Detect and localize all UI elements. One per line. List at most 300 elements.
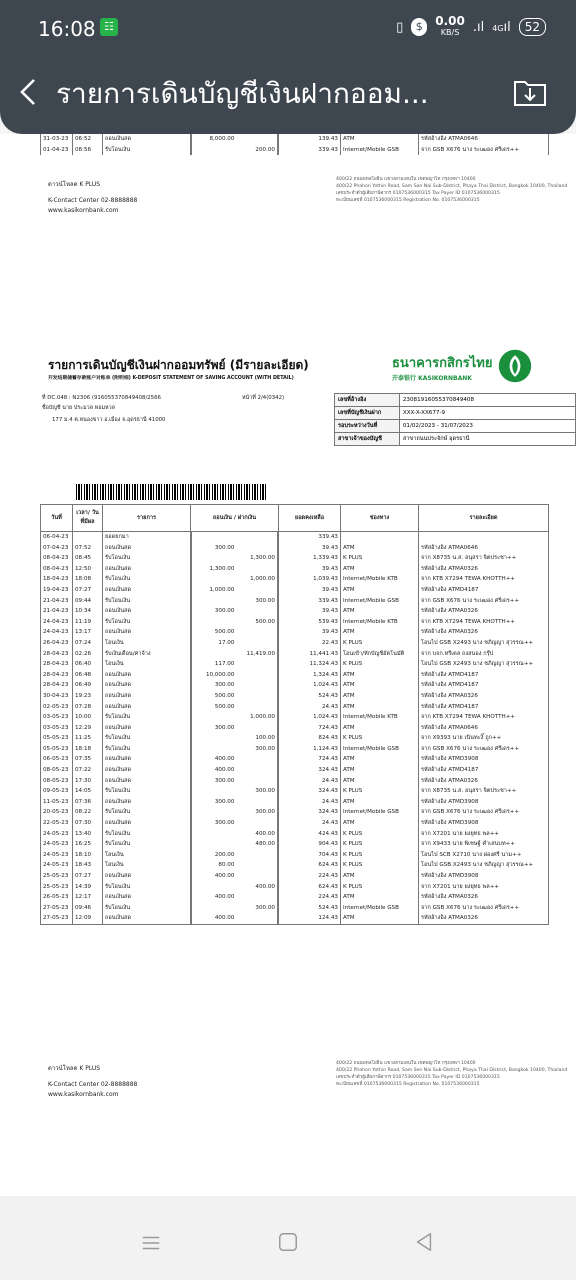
table-row bbox=[41, 829, 549, 840]
withdraw-amount: 300.00 bbox=[214, 544, 235, 551]
withdraw-cell bbox=[191, 617, 278, 628]
balance-cell: 339.43 bbox=[279, 596, 341, 607]
table-row bbox=[41, 712, 549, 723]
type-cell: รับเงินเดือน/ค่าจ้าง bbox=[103, 649, 191, 660]
balance-cell: 24.43 bbox=[279, 702, 341, 713]
withdraw-amount bbox=[192, 807, 236, 818]
deposit-amount: 1,000.00 bbox=[250, 714, 275, 721]
channel-cell: ATM bbox=[341, 723, 419, 734]
reg-line: ทะเบียนเลขที่ 0107536000315 Registration No. 0107536000315 bbox=[336, 1082, 480, 1087]
withdraw-amount: 8,000.00 bbox=[209, 136, 235, 142]
table-row bbox=[41, 723, 549, 734]
footer-top bbox=[48, 180, 137, 216]
time-cell: 08:45 bbox=[73, 553, 103, 564]
table-row bbox=[41, 670, 549, 681]
kbank-logo-icon bbox=[497, 348, 533, 384]
date-cell: 27-05-23 bbox=[41, 913, 73, 924]
withdraw-amount: 1,300.00 bbox=[209, 565, 235, 572]
transaction-table bbox=[40, 504, 549, 925]
address-line: 400/22 Phahon Yothin Road, Sam Sen Nai Sub-District, Phaya Thai District, Bangkok 10400, Thailand bbox=[336, 1068, 568, 1073]
withdraw-amount: 300.00 bbox=[214, 608, 235, 615]
statement-subtitle: 开发结期储蓄存款账户对账单 (附明细) K-DEPOSIT STATEMENT OF SAVING ACCOUNT (WITH DETAIL) bbox=[48, 376, 294, 381]
balance-cell: 39.43 bbox=[279, 606, 341, 617]
type-cell: โอนเงิน bbox=[103, 659, 191, 670]
web-link[interactable]: www.kasikornbank.com bbox=[48, 1091, 119, 1098]
type-cell: ถอนเงินสด bbox=[103, 723, 191, 734]
type-cell: ถอนเงินสด bbox=[103, 765, 191, 776]
deposit-amount bbox=[236, 627, 277, 638]
deposit-amount: 11,419.00 bbox=[246, 650, 275, 657]
date-cell: 07-04-23 bbox=[41, 543, 73, 554]
date-cell: 20-05-23 bbox=[41, 807, 73, 818]
time-cell: 18:43 bbox=[73, 860, 103, 871]
channel-cell: ATM bbox=[341, 691, 419, 702]
detail-cell: จาก GSB X676 นาง ระเฒอง ศรีเดร++ bbox=[419, 744, 549, 755]
barcode bbox=[76, 484, 266, 500]
channel-cell: K PLUS bbox=[341, 786, 419, 797]
time-cell: 18:18 bbox=[73, 744, 103, 755]
type-cell: รับโอนเงิน bbox=[103, 596, 191, 607]
status-bar bbox=[0, 0, 576, 56]
balance-cell: 324.43 bbox=[279, 765, 341, 776]
date-cell: 28-04-23 bbox=[41, 680, 73, 691]
deposit-amount: 300.00 bbox=[255, 597, 275, 604]
detail-cell: โอนไป GSB X2493 นาง ชภิญญา สุวรรณ++ bbox=[419, 860, 549, 871]
withdraw-cell bbox=[191, 818, 278, 829]
withdraw-amount bbox=[192, 649, 236, 660]
date-cell: 01-04-23 bbox=[41, 145, 73, 156]
withdraw-cell bbox=[191, 680, 278, 691]
withdraw-amount: 10,000.00 bbox=[205, 671, 235, 678]
type-cell: โอนเงิน bbox=[103, 850, 191, 861]
time-cell: 06:48 bbox=[73, 670, 103, 681]
withdraw-amount bbox=[192, 145, 236, 156]
detail-cell: จาก X7201 นาย ยงยุทธ พล++ bbox=[419, 829, 549, 840]
detail-cell: จาก GSB X676 นาง ระเฒอง ศรีเดร++ bbox=[419, 807, 549, 818]
deposit-amount bbox=[236, 606, 277, 617]
time-cell: 08:56 bbox=[73, 145, 103, 156]
channel-cell: ATM bbox=[341, 871, 419, 882]
account-address: 177 ม.4 ต.หนองขาว อ.เมือง จ.อุดรธานี 41000 bbox=[52, 417, 166, 423]
date-cell: 18-04-23 bbox=[41, 574, 73, 585]
table-row bbox=[41, 797, 549, 808]
deposit-amount: 1,300.00 bbox=[250, 555, 275, 562]
reg-line: ทะเบียนเลขที่ 0107536000315 Registration No. 0107536000315 bbox=[336, 198, 480, 203]
deposit-amount: 400.00 bbox=[255, 830, 275, 837]
type-cell: ถอนเงินสด bbox=[103, 892, 191, 903]
date-cell: 24-05-23 bbox=[41, 850, 73, 861]
deposit-amount bbox=[236, 892, 277, 903]
channel-cell: ATM bbox=[341, 702, 419, 713]
column-header: วันที่ bbox=[41, 505, 73, 532]
date-cell: 08-05-23 bbox=[41, 776, 73, 787]
date-cell: 06-05-23 bbox=[41, 754, 73, 765]
channel-cell: Internet/Mobile GSB bbox=[341, 807, 419, 818]
channel-cell: Internet/Mobile GSB bbox=[341, 145, 419, 156]
bank-name-en: 开泰银行 KASIKORNBANK bbox=[392, 375, 472, 382]
channel-cell: ATM bbox=[341, 797, 419, 808]
balance-cell: 1,124.43 bbox=[279, 744, 341, 755]
time-cell: 11:19 bbox=[73, 617, 103, 628]
home-nav-icon[interactable] bbox=[277, 1231, 299, 1253]
withdraw-amount bbox=[192, 553, 236, 564]
time-cell: 12:09 bbox=[73, 913, 103, 924]
page-number: หน้าที่ 2/4(0342) bbox=[242, 395, 285, 401]
channel-cell: ATM bbox=[341, 892, 419, 903]
deposit-amount bbox=[236, 564, 277, 575]
date-cell: 30-04-23 bbox=[41, 691, 73, 702]
table-row bbox=[41, 818, 549, 829]
deposit-amount bbox=[236, 585, 277, 596]
detail-cell: โอนไป SCB X2710 นาง ผ่องศรี นาม++ bbox=[419, 850, 549, 861]
withdraw-cell bbox=[191, 903, 278, 914]
detail-cell: รหัสอ้างอิง ATMD4187 bbox=[419, 765, 549, 776]
withdraw-cell bbox=[191, 627, 278, 638]
detail-cell: รหัสอ้างอิง ATMA0326 bbox=[419, 913, 549, 924]
channel-cell: Internet/Mobile KTB bbox=[341, 574, 419, 585]
time-cell: 14:05 bbox=[73, 786, 103, 797]
deposit-amount bbox=[236, 860, 277, 871]
deposit-amount bbox=[236, 659, 277, 670]
withdraw-cell bbox=[191, 776, 278, 787]
withdraw-cell bbox=[191, 744, 278, 755]
prev-page-table bbox=[40, 134, 549, 155]
balance-cell: 224.43 bbox=[279, 892, 341, 903]
type-cell: ถอนเงินสด bbox=[103, 702, 191, 713]
time-cell bbox=[73, 532, 103, 543]
type-cell: รับโอนเงิน bbox=[103, 145, 191, 156]
time-cell: 07:52 bbox=[73, 543, 103, 554]
withdraw-amount bbox=[192, 532, 236, 543]
withdraw-cell bbox=[191, 786, 278, 797]
deposit-amount: 100.00 bbox=[255, 735, 275, 742]
deposit-amount bbox=[236, 691, 277, 702]
statement-title: รายการเดินบัญชีเงินฝากออมทรัพย์ (มีรายละเอียด) bbox=[48, 358, 309, 372]
channel-cell: Internet/Mobile KTB bbox=[341, 712, 419, 723]
address-line: 400/22 ถนนพหลโยธิน แขวงสามเสนใน เขตพญาไท กรุงเทพฯ 10400 bbox=[336, 177, 476, 182]
column-header: เวลา/ วันที่มีผล bbox=[73, 505, 103, 532]
withdraw-cell bbox=[191, 913, 278, 924]
statement-document[interactable] bbox=[0, 134, 576, 1196]
withdraw-amount bbox=[192, 733, 236, 744]
withdraw-cell bbox=[191, 649, 278, 660]
info-row bbox=[335, 433, 576, 446]
withdraw-amount bbox=[192, 712, 236, 723]
contact-text: K-Contact Center 02-8888888 bbox=[48, 1081, 138, 1088]
table-row bbox=[41, 606, 549, 617]
table-row bbox=[41, 596, 549, 607]
withdraw-cell bbox=[191, 871, 278, 882]
system-nav-bar bbox=[0, 1196, 576, 1280]
date-cell: 28-04-23 bbox=[41, 670, 73, 681]
channel-cell: ATM bbox=[341, 765, 419, 776]
balance-cell: 424.43 bbox=[279, 829, 341, 840]
detail-cell: รหัสอ้างอิง ATMA0326 bbox=[419, 606, 549, 617]
detail-cell: โอนไป GSB X2493 นาง ชภิญญา สุวรรณ++ bbox=[419, 659, 549, 670]
date-cell: 08-05-23 bbox=[41, 765, 73, 776]
balance-cell: 39.43 bbox=[279, 543, 341, 554]
withdraw-amount bbox=[192, 617, 236, 628]
balance-cell: 824.43 bbox=[279, 733, 341, 744]
web-link[interactable]: www.kasikornbank.com bbox=[48, 207, 119, 214]
withdraw-amount bbox=[192, 786, 236, 797]
net-speed: 0.00 KB/S bbox=[435, 14, 465, 37]
date-cell: 19-04-23 bbox=[41, 585, 73, 596]
type-cell: ถอนเงินสด bbox=[103, 585, 191, 596]
withdraw-cell bbox=[191, 860, 278, 871]
withdraw-cell bbox=[191, 882, 278, 893]
date-cell: 24-05-23 bbox=[41, 860, 73, 871]
date-cell: 08-04-23 bbox=[41, 553, 73, 564]
type-cell: รับโอนเงิน bbox=[103, 882, 191, 893]
withdraw-amount bbox=[192, 839, 236, 850]
balance-cell: 539.43 bbox=[279, 617, 341, 628]
withdraw-amount: 300.00 bbox=[214, 820, 235, 827]
time-cell: 09:44 bbox=[73, 596, 103, 607]
channel-cell: Internet/Mobile GSB bbox=[341, 903, 419, 914]
time-cell: 13:17 bbox=[73, 627, 103, 638]
withdraw-cell bbox=[191, 733, 278, 744]
date-cell: 26-05-23 bbox=[41, 892, 73, 903]
channel-cell: ATM bbox=[341, 818, 419, 829]
withdraw-amount bbox=[192, 903, 236, 914]
balance-cell: 124.43 bbox=[279, 913, 341, 924]
deposit-amount: 300.00 bbox=[255, 809, 275, 816]
type-cell: ถอนเงินสด bbox=[103, 670, 191, 681]
table-row bbox=[41, 892, 549, 903]
type-cell: โอนเงิน bbox=[103, 860, 191, 871]
time-cell: 08:22 bbox=[73, 807, 103, 818]
channel-cell: ATM bbox=[341, 776, 419, 787]
table-row bbox=[41, 882, 549, 893]
withdraw-amount: 400.00 bbox=[214, 915, 235, 922]
type-cell: ถอนเงินสด bbox=[103, 564, 191, 575]
type-cell: ถอนเงินสด bbox=[103, 754, 191, 765]
type-cell: รับโอนเงิน bbox=[103, 574, 191, 585]
info-value: XXX-X-XX677-9 bbox=[399, 407, 575, 420]
info-label: เลขที่อ้างอิง bbox=[335, 394, 400, 407]
column-header: ช่องทาง bbox=[341, 505, 419, 532]
detail-cell: จาก X8735 น.ส. อนุสรา จิตประชา++ bbox=[419, 553, 549, 564]
channel-cell: K PLUS bbox=[341, 860, 419, 871]
date-cell: 21-04-23 bbox=[41, 596, 73, 607]
withdraw-cell bbox=[191, 606, 278, 617]
withdraw-amount: 300.00 bbox=[214, 682, 235, 689]
balance-cell: 39.43 bbox=[279, 627, 341, 638]
table-row bbox=[41, 839, 549, 850]
info-label: เลขที่บัญชีเงินฝาก bbox=[335, 407, 400, 420]
date-cell: 06-04-23 bbox=[41, 532, 73, 543]
deposit-amount bbox=[236, 913, 277, 924]
status-icons bbox=[396, 16, 546, 38]
table-row bbox=[41, 145, 549, 156]
balance-cell: 724.43 bbox=[279, 723, 341, 734]
column-header: รายการ bbox=[103, 505, 191, 532]
withdraw-amount bbox=[192, 829, 236, 840]
withdraw-amount: 500.00 bbox=[214, 703, 235, 710]
balance-cell: 1,324.43 bbox=[279, 670, 341, 681]
table-row bbox=[41, 553, 549, 564]
time-cell: 19:23 bbox=[73, 691, 103, 702]
cell-signal-icon: 4Gıl bbox=[492, 19, 511, 35]
detail-cell: รหัสอ้างอิง ATMD4187 bbox=[419, 680, 549, 691]
time-cell: 12:29 bbox=[73, 723, 103, 734]
vibrate-icon: ▯ bbox=[396, 19, 404, 35]
withdraw-cell bbox=[191, 829, 278, 840]
date-cell: 24-05-23 bbox=[41, 829, 73, 840]
withdraw-amount: 17.00 bbox=[218, 639, 235, 646]
withdraw-amount: 500.00 bbox=[214, 629, 235, 636]
withdraw-amount: 400.00 bbox=[214, 767, 235, 774]
type-cell: รับโอนเงิน bbox=[103, 903, 191, 914]
withdraw-amount: 500.00 bbox=[214, 692, 235, 699]
detail-cell: จาก KTB X7294 TEWA KHOTTH++ bbox=[419, 712, 549, 723]
time-cell: 14:39 bbox=[73, 882, 103, 893]
time-cell: 06:40 bbox=[73, 659, 103, 670]
withdraw-amount: 117.00 bbox=[214, 661, 235, 668]
back-nav-icon[interactable] bbox=[413, 1231, 435, 1253]
info-value: 01/02/2023 - 31/07/2023 bbox=[399, 420, 575, 433]
menu-nav-icon[interactable] bbox=[140, 1232, 162, 1254]
channel-cell: K PLUS bbox=[341, 638, 419, 649]
table-row bbox=[41, 776, 549, 787]
type-cell: รับโอนเงิน bbox=[103, 807, 191, 818]
balance-cell: 904.43 bbox=[279, 839, 341, 850]
deposit-amount: 300.00 bbox=[255, 904, 275, 911]
withdraw-cell bbox=[191, 712, 278, 723]
bank-name bbox=[392, 352, 492, 382]
table-row bbox=[41, 913, 549, 924]
deposit-amount bbox=[236, 871, 277, 882]
time-cell: 16:25 bbox=[73, 839, 103, 850]
deposit-amount: 1,000.00 bbox=[250, 576, 275, 583]
date-cell: 24-05-23 bbox=[41, 839, 73, 850]
date-cell: 11-05-23 bbox=[41, 797, 73, 808]
deposit-amount bbox=[236, 702, 277, 713]
withdraw-cell bbox=[191, 553, 278, 564]
date-cell: 28-04-23 bbox=[41, 659, 73, 670]
table-row bbox=[41, 702, 549, 713]
detail-cell: จาก X9433 นาย พิเชษฐ์ คำเสนบท++ bbox=[419, 839, 549, 850]
table-row bbox=[41, 627, 549, 638]
table-row bbox=[41, 691, 549, 702]
time-cell: 06:52 bbox=[73, 134, 103, 145]
date-cell: 05-05-23 bbox=[41, 733, 73, 744]
type-cell: ถอนเงินสด bbox=[103, 776, 191, 787]
balance-cell: 524.43 bbox=[279, 903, 341, 914]
table-row bbox=[41, 543, 549, 554]
deposit-amount: 480.00 bbox=[255, 841, 275, 848]
withdraw-cell bbox=[191, 145, 278, 156]
channel-cell: K PLUS bbox=[341, 882, 419, 893]
withdraw-amount bbox=[192, 882, 236, 893]
app-notification-icon: ☷ bbox=[100, 18, 118, 36]
detail-cell: รหัสอ้างอิง ATMD4187 bbox=[419, 585, 549, 596]
date-cell: 05-05-23 bbox=[41, 744, 73, 755]
withdraw-cell bbox=[191, 702, 278, 713]
channel-cell: ATM bbox=[341, 913, 419, 924]
table-row bbox=[41, 754, 549, 765]
balance-cell: 39.43 bbox=[279, 585, 341, 596]
info-row bbox=[335, 407, 576, 420]
doc-ref: ที่ DC.048 : N2306 (916055370849408/2566 bbox=[42, 395, 161, 401]
balance-cell: 1,024.43 bbox=[279, 712, 341, 723]
status-time: 16:08 bbox=[38, 17, 96, 41]
balance-cell: 24.43 bbox=[279, 776, 341, 787]
balance-cell: 524.43 bbox=[279, 691, 341, 702]
channel-cell bbox=[341, 532, 419, 543]
time-cell: 12:17 bbox=[73, 892, 103, 903]
channel-cell: Internet/Mobile KTB bbox=[341, 617, 419, 628]
back-arrow-icon[interactable] bbox=[14, 74, 42, 110]
balance-cell: 22.43 bbox=[279, 638, 341, 649]
type-cell: รับโอนเงิน bbox=[103, 829, 191, 840]
channel-cell: ATM bbox=[341, 754, 419, 765]
date-cell: 31-03-23 bbox=[41, 134, 73, 145]
table-row bbox=[41, 765, 549, 776]
channel-cell: K PLUS bbox=[341, 553, 419, 564]
channel-cell: ATM bbox=[341, 680, 419, 691]
withdraw-cell bbox=[191, 797, 278, 808]
deposit-amount bbox=[236, 680, 277, 691]
balance-cell: 224.43 bbox=[279, 871, 341, 882]
table-row bbox=[41, 617, 549, 628]
channel-cell: ATM bbox=[341, 670, 419, 681]
detail-cell: จาก KTB X7294 TEWA KHOTTH++ bbox=[419, 617, 549, 628]
withdraw-cell bbox=[191, 543, 278, 554]
channel-cell: K PLUS bbox=[341, 659, 419, 670]
time-cell: 09:46 bbox=[73, 903, 103, 914]
column-header: ยอดคงเหลือ bbox=[279, 505, 341, 532]
table-row bbox=[41, 807, 549, 818]
deposit-amount bbox=[236, 543, 277, 554]
detail-cell: จาก X8735 น.ส. อนุสรา จิตประชา++ bbox=[419, 786, 549, 797]
deposit-amount bbox=[236, 670, 277, 681]
type-cell: ถอนเงินสด bbox=[103, 691, 191, 702]
footer-bottom bbox=[48, 1064, 137, 1100]
table-row bbox=[41, 850, 549, 861]
detail-cell: จาก GSB X676 นาง ระเฒอง ศรีเดร++ bbox=[419, 145, 549, 156]
date-cell: 02-05-23 bbox=[41, 702, 73, 713]
withdraw-cell bbox=[191, 585, 278, 596]
download-folder-icon[interactable] bbox=[512, 76, 548, 108]
address-line: 400/22 ถนนพหลโยธิน แขวงสามเสนใน เขตพญาไท กรุงเทพฯ 10400 bbox=[336, 1061, 476, 1066]
date-cell: 08-04-23 bbox=[41, 564, 73, 575]
channel-cell: โอนเข้า/หักบัญชีอัตโนมัติ bbox=[341, 649, 419, 660]
balance-cell: 704.43 bbox=[279, 850, 341, 861]
table-row bbox=[41, 744, 549, 755]
date-cell: 03-05-23 bbox=[41, 723, 73, 734]
date-cell: 25-05-23 bbox=[41, 882, 73, 893]
withdraw-amount: 400.00 bbox=[214, 873, 235, 879]
table-row bbox=[41, 903, 549, 914]
table-row bbox=[41, 680, 549, 691]
withdraw-amount: 80.00 bbox=[218, 862, 235, 869]
withdraw-cell bbox=[191, 691, 278, 702]
type-cell: รับโอนเงิน bbox=[103, 744, 191, 755]
type-cell: ถอนเงินสด bbox=[103, 627, 191, 638]
table-row bbox=[41, 659, 549, 670]
table-row bbox=[41, 733, 549, 744]
withdraw-cell bbox=[191, 723, 278, 734]
time-cell: 07:22 bbox=[73, 765, 103, 776]
date-cell: 24-04-23 bbox=[41, 627, 73, 638]
balance-cell: 324.43 bbox=[279, 807, 341, 818]
time-cell: 11:25 bbox=[73, 733, 103, 744]
wifi-signal-icon: .ıl bbox=[472, 19, 485, 35]
type-cell: ถอนเงินสด bbox=[103, 134, 191, 145]
time-cell: 07:36 bbox=[73, 797, 103, 808]
